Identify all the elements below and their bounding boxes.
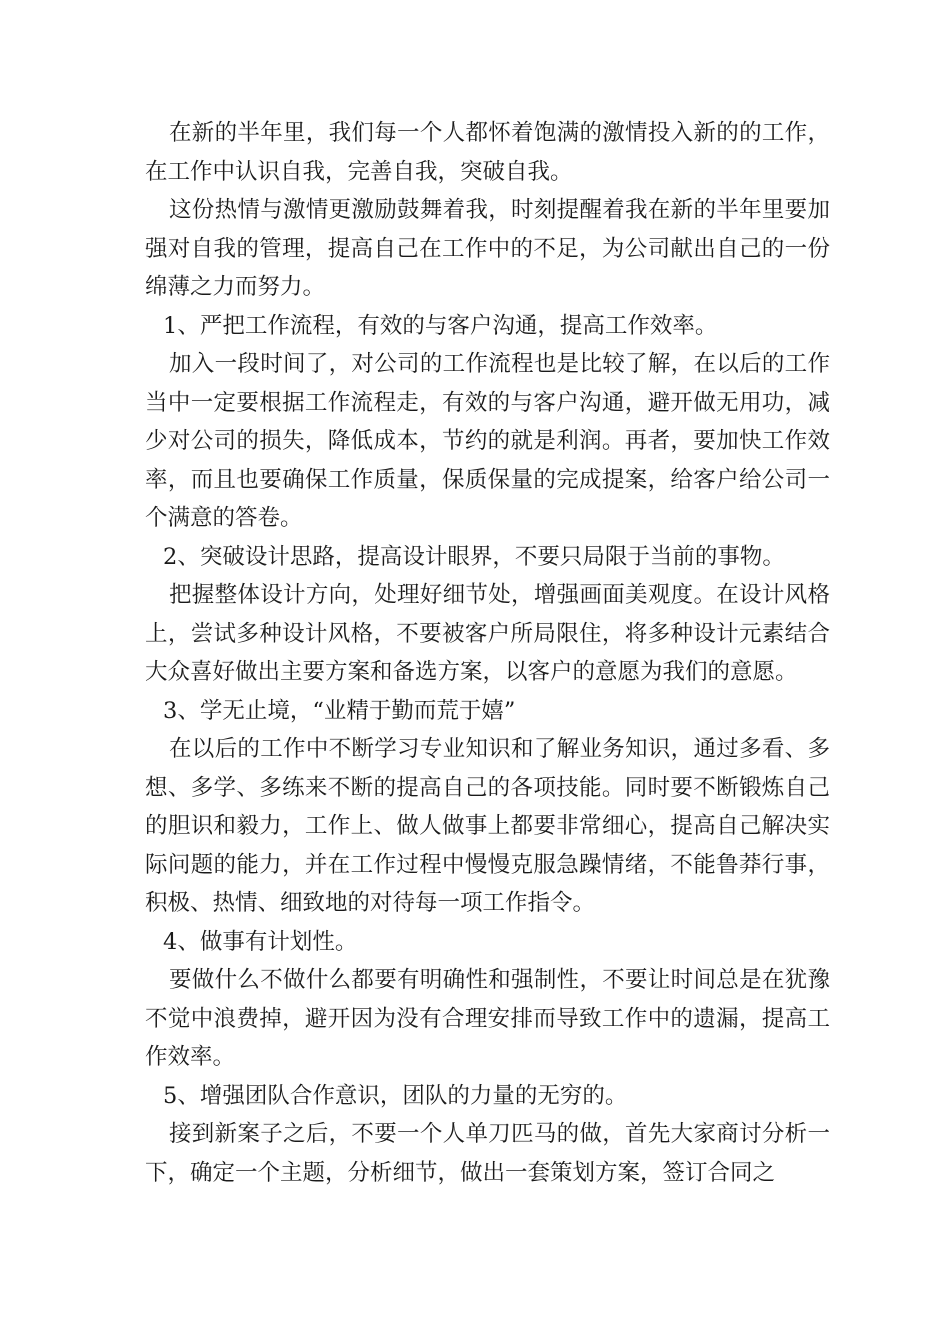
- heading-point-1: 1、严把工作流程，有效的与客户沟通，提高工作效率。: [163, 312, 718, 339]
- paragraph-point-4: 要做什么不做什么都要有明确性和强制性，不要让时间总是在犹豫不觉中浪费掉，避开因为没有合理安排而导致工作中的遗漏，提高工作效率。: [145, 967, 830, 1070]
- heading-point-4: 4、做事有计划性。: [163, 928, 358, 955]
- paragraph-point-2: 把握整体设计方向，处理好细节处，增强画面美观度。在设计风格上，尝试多种设计风格，不要被客户所局限住，将多种设计元素结合大众喜好做出主要方案和备选方案，以客户的意愿为我们的意愿。: [145, 582, 830, 685]
- paragraph-point-1: 加入一段时间了，对公司的工作流程也是比较了解，在以后的工作当中一定要根据工作流程走，有效的与客户沟通，避开做无用功，减少对公司的损失，降低成本，节约的就是利润。再者，要加快工作效率，而且也要确保工作质量，保质保量的完成提案，给客户给公司一个满意的答卷。: [145, 351, 830, 531]
- heading-point-3: 3、学无止境，“业精于勤而荒于嬉”: [163, 697, 516, 724]
- paragraph-point-3: 在以后的工作中不断学习专业知识和了解业务知识，通过多看、多想、多学、多练来不断的提高自己的各项技能。同时要不断锻炼自己的胆识和毅力，工作上、做人做事上都要非常细心，提高自己解决实际问题的能力，并在工作过程中慢慢克服急躁情绪，不能鲁莽行事，积极、热情、细致地的对待每一项工作指令。: [145, 736, 830, 916]
- heading-point-2: 2、突破设计思路，提高设计眼界，不要只局限于当前的事物。: [163, 543, 785, 570]
- paragraph-motivation: 这份热情与激情更激励鼓舞着我，时刻提醒着我在新的半年里要加强对自我的管理，提高自己在工作中的不足，为公司献出自己的一份绵薄之力而努力。: [145, 197, 830, 300]
- heading-point-5: 5、增强团队合作意识，团队的力量的无穷的。: [163, 1082, 628, 1109]
- paragraph-intro: 在新的半年里，我们每一个人都怀着饱满的激情投入新的的工作，在工作中认识自我，完善自我，突破自我。: [145, 120, 830, 185]
- document-body: [145, 114, 830, 1192]
- paragraph-point-5: 接到新案子之后，不要一个人单刀匹马的做，首先大家商讨分析一下，确定一个主题，分析细节，做出一套策划方案，签订合同之: [145, 1121, 830, 1186]
